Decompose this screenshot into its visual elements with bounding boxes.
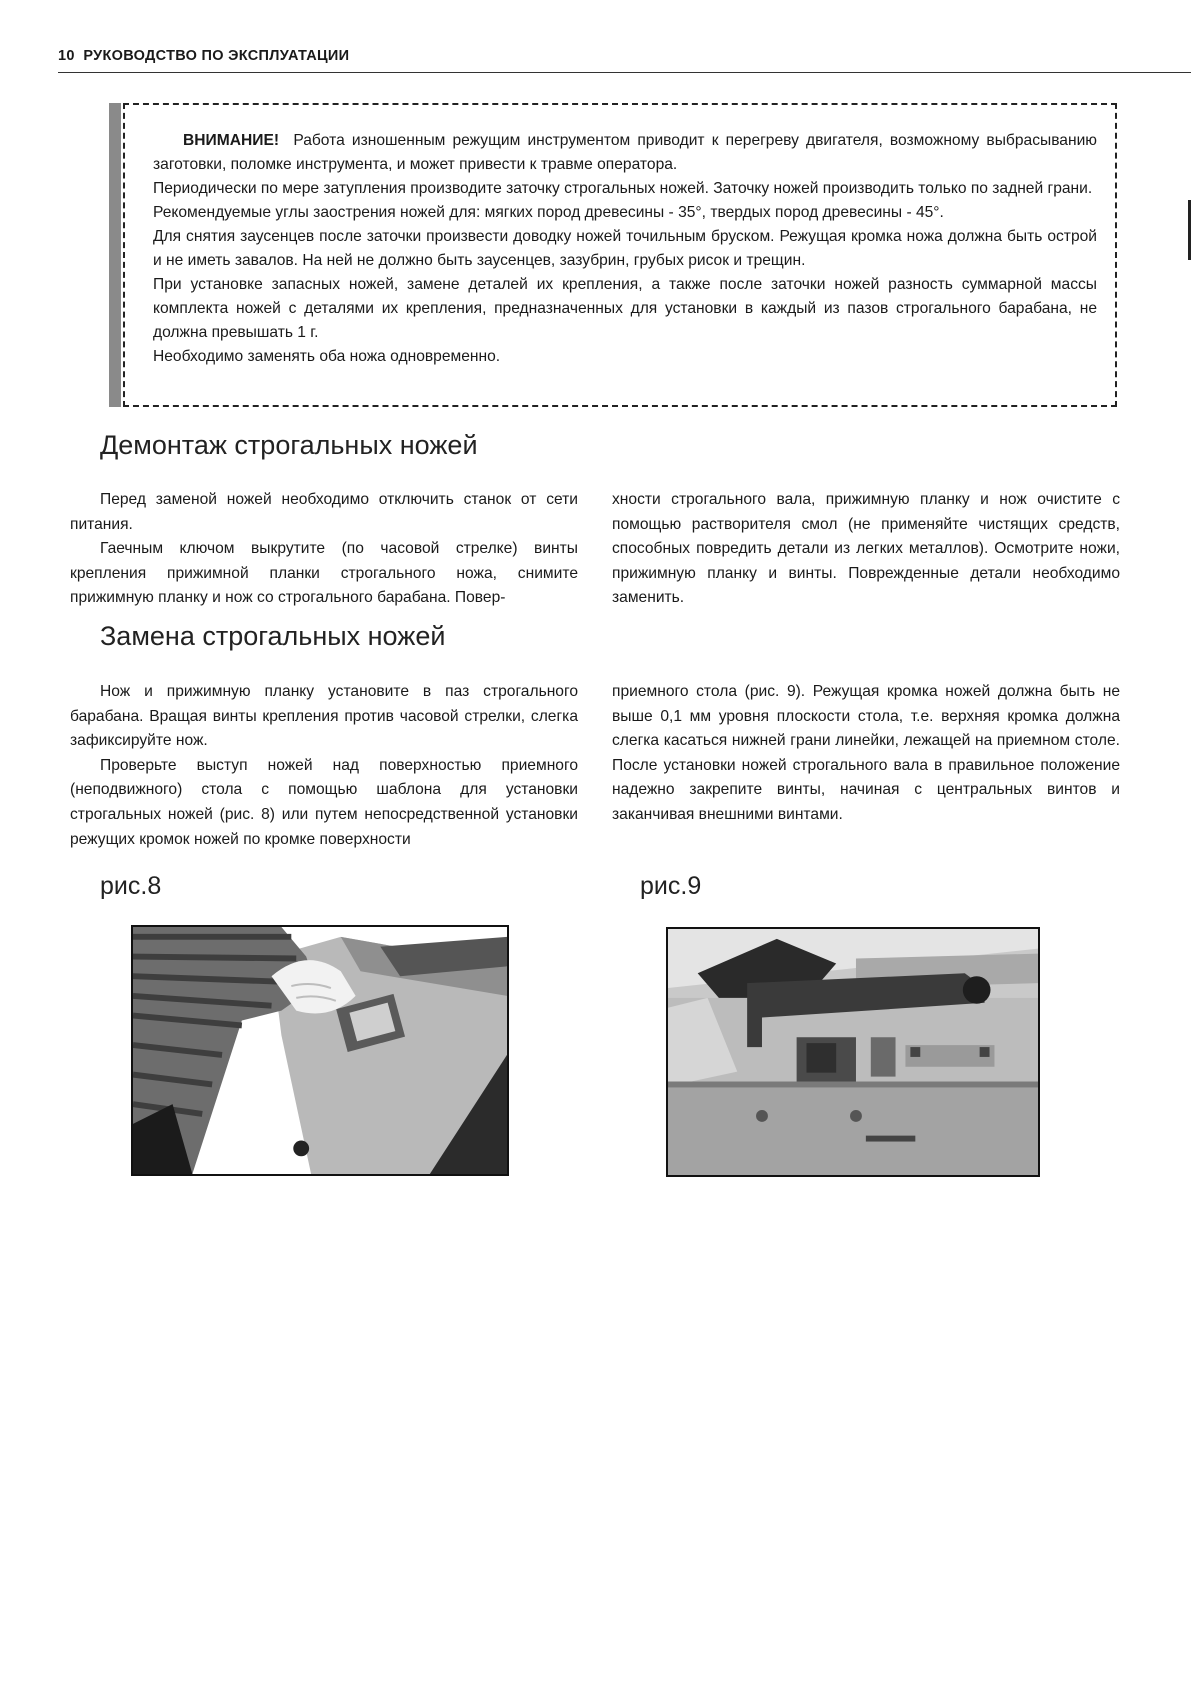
warning-lead: ВНИМАНИЕ! (183, 132, 280, 149)
header-rule (58, 72, 1191, 73)
warning-paragraph: Для снятия заусенцев после заточки произвести доводку ножей точильным бруском. Режущая кромка ножа должна быть острой и не иметь завалов. На ней не должно быть заусенцев, зазубрин, грубых рисок и трещин. (153, 228, 1097, 269)
removal-column-left (70, 488, 578, 611)
replacement-column-left (70, 680, 578, 852)
page-header (58, 48, 349, 64)
warning-side-bar (109, 103, 121, 407)
warning-paragraph: Необходимо заменять оба ножа одновременно. (153, 348, 501, 365)
body-paragraph: Нож и прижимную планку установите в паз строгального барабана. Вращая винты крепления против часовой стрелки, слегка зафиксируйте нож. (70, 683, 578, 750)
replacement-column-right (612, 680, 1120, 828)
warning-box (123, 103, 1117, 407)
planer-ruler-photo-icon (668, 929, 1038, 1175)
page-number: 10 (58, 48, 75, 64)
warning-paragraph: Рекомендуемые углы заострения ножей для: мягких пород древесины - 35°, твердых пород древесины - 45°. (153, 204, 944, 221)
planer-template-photo-icon (133, 927, 507, 1174)
body-paragraph: хности строгального вала, прижимную планку и нож очистите с помощью растворителя смол (не применяйте чистящих средств, способных повредить детали из легких металлов). Осмотрите ножи, прижимную планку и винты. Поврежденные детали необходимо заменить. (612, 491, 1120, 607)
section-title-removal: Демонтаж строгальных ножей (100, 430, 478, 460)
body-paragraph: Проверьте выступ ножей над поверхностью приемного (неподвижного) стола с помощью шаблона для установки строгальных ножей (рис. 8) или путем непосредственной установки режущих кромок ножей по кромке поверхности (70, 756, 578, 848)
manual-title: РУКОВОДСТВО ПО ЭКСПЛУАТАЦИИ (83, 48, 350, 64)
figure-9-label: рис.9 (640, 872, 702, 900)
body-paragraph: приемного стола (рис. 9). Режущая кромка ножей должна быть не выше 0,1 мм уровня плоскости стола, т.е. верхняя кромка должна слегка касаться нижней грани линейки, лежащей на приемном столе. После установки ножей строгального вала в правильное положение надежно закрепите винты, начиная с центральных винтов и заканчивая внешними винтами. (612, 683, 1120, 823)
warning-paragraph: При установке запасных ножей, замене деталей их крепления, а также после заточки ножей разность суммарной массы комплекта ножей с деталями их крепления, предназначенных для установки в каждый из пазов строгального барабана, не должна превышать 1 г. (153, 276, 1097, 341)
section-title-replacement: Замена строгальных ножей (100, 621, 446, 651)
warning-paragraph (153, 129, 1097, 177)
figure-8-photo (131, 925, 509, 1176)
warning-paragraph: Периодически по мере затупления производите заточку строгальных ножей. Заточку ножей производить только по задней грани. (153, 180, 1093, 197)
warning-text: Работа изношенным режущим инструментом приводит к перегреву двигателя, возможному выбрасыванию заготовки, поломке инструмента, и может привести к травме оператора. (153, 132, 1097, 173)
figure-8-label: рис.8 (100, 872, 162, 900)
body-paragraph: Гаечным ключом выкрутите (по часовой стрелке) винты крепления прижимной планки строгального ножа, снимите прижимную планку и нож со строгального барабана. Повер- (70, 540, 578, 607)
body-paragraph: Перед заменой ножей необходимо отключить станок от сети питания. (70, 491, 578, 533)
warning-block (109, 103, 1117, 407)
figure-9-photo (666, 927, 1040, 1177)
removal-column-right (612, 488, 1120, 611)
